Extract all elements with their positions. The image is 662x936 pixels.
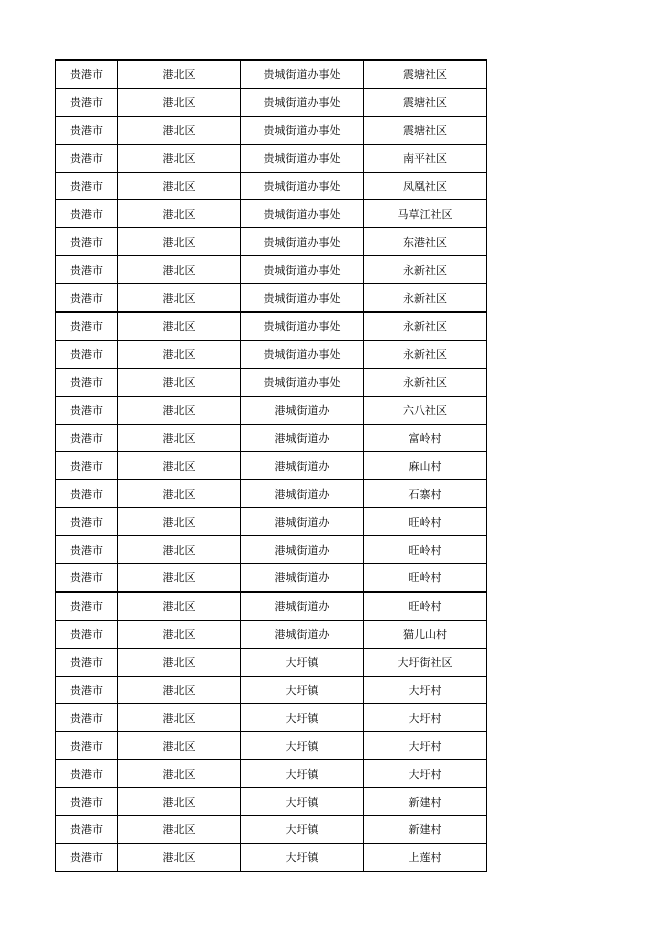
table-row bbox=[56, 508, 487, 536]
table-row bbox=[56, 452, 487, 480]
subdistrict-cell: 港城街道办 bbox=[241, 592, 364, 620]
district-cell: 港北区 bbox=[118, 648, 241, 676]
subdistrict-cell: 贵城街道办事处 bbox=[241, 116, 364, 144]
city-cell: 贵港市 bbox=[56, 228, 118, 256]
subdistrict-cell: 港城街道办 bbox=[241, 564, 364, 592]
subdistrict-cell: 港城街道办 bbox=[241, 536, 364, 564]
table-row bbox=[56, 704, 487, 732]
city-cell: 贵港市 bbox=[56, 536, 118, 564]
district-cell: 港北区 bbox=[118, 424, 241, 452]
table-row bbox=[56, 480, 487, 508]
community-cell: 凤凰社区 bbox=[364, 172, 487, 200]
community-cell: 上莲村 bbox=[364, 843, 487, 871]
subdistrict-cell: 港城街道办 bbox=[241, 480, 364, 508]
district-cell: 港北区 bbox=[118, 788, 241, 816]
community-cell: 旺岭村 bbox=[364, 508, 487, 536]
community-cell: 大圩村 bbox=[364, 676, 487, 704]
city-cell: 贵港市 bbox=[56, 676, 118, 704]
city-cell: 贵港市 bbox=[56, 592, 118, 620]
district-cell: 港北区 bbox=[118, 172, 241, 200]
subdistrict-cell: 大圩镇 bbox=[241, 760, 364, 788]
subdistrict-cell: 贵城街道办事处 bbox=[241, 88, 364, 116]
table-row bbox=[56, 620, 487, 648]
city-cell: 贵港市 bbox=[56, 843, 118, 871]
city-cell: 贵港市 bbox=[56, 256, 118, 284]
district-cell: 港北区 bbox=[118, 88, 241, 116]
community-cell: 新建村 bbox=[364, 788, 487, 816]
city-cell: 贵港市 bbox=[56, 424, 118, 452]
subdistrict-cell: 大圩镇 bbox=[241, 704, 364, 732]
city-cell: 贵港市 bbox=[56, 340, 118, 368]
city-cell: 贵港市 bbox=[56, 704, 118, 732]
community-cell: 麻山村 bbox=[364, 452, 487, 480]
subdistrict-cell: 大圩镇 bbox=[241, 648, 364, 676]
table-row bbox=[56, 88, 487, 116]
district-cell: 港北区 bbox=[118, 396, 241, 424]
table-row bbox=[56, 312, 487, 340]
community-cell: 旺岭村 bbox=[364, 592, 487, 620]
table-row bbox=[56, 340, 487, 368]
district-cell: 港北区 bbox=[118, 228, 241, 256]
subdistrict-cell: 贵城街道办事处 bbox=[241, 144, 364, 172]
district-cell: 港北区 bbox=[118, 116, 241, 144]
table-row bbox=[56, 116, 487, 144]
district-cell: 港北区 bbox=[118, 340, 241, 368]
district-cell: 港北区 bbox=[118, 480, 241, 508]
community-cell: 南平社区 bbox=[364, 144, 487, 172]
subdistrict-cell: 贵城街道办事处 bbox=[241, 312, 364, 340]
district-cell: 港北区 bbox=[118, 760, 241, 788]
table-row bbox=[56, 60, 487, 88]
district-cell: 港北区 bbox=[118, 816, 241, 844]
subdistrict-cell: 贵城街道办事处 bbox=[241, 228, 364, 256]
city-cell: 贵港市 bbox=[56, 564, 118, 592]
community-cell: 旺岭村 bbox=[364, 564, 487, 592]
table-row bbox=[56, 200, 487, 228]
city-cell: 贵港市 bbox=[56, 200, 118, 228]
city-cell: 贵港市 bbox=[56, 788, 118, 816]
community-cell: 永新社区 bbox=[364, 340, 487, 368]
city-cell: 贵港市 bbox=[56, 116, 118, 144]
city-cell: 贵港市 bbox=[56, 284, 118, 312]
subdistrict-cell: 贵城街道办事处 bbox=[241, 368, 364, 396]
district-cell: 港北区 bbox=[118, 564, 241, 592]
table-row bbox=[56, 564, 487, 592]
subdistrict-cell: 大圩镇 bbox=[241, 788, 364, 816]
community-cell: 永新社区 bbox=[364, 368, 487, 396]
table-row bbox=[56, 648, 487, 676]
district-cell: 港北区 bbox=[118, 256, 241, 284]
data-table bbox=[55, 59, 487, 872]
community-cell: 六八社区 bbox=[364, 396, 487, 424]
community-cell: 大圩村 bbox=[364, 704, 487, 732]
table-body bbox=[56, 60, 487, 871]
community-cell: 震塘社区 bbox=[364, 60, 487, 88]
city-cell: 贵港市 bbox=[56, 144, 118, 172]
community-cell: 震塘社区 bbox=[364, 116, 487, 144]
city-cell: 贵港市 bbox=[56, 312, 118, 340]
district-cell: 港北区 bbox=[118, 732, 241, 760]
subdistrict-cell: 贵城街道办事处 bbox=[241, 60, 364, 88]
table-row bbox=[56, 228, 487, 256]
table-row bbox=[56, 843, 487, 871]
city-cell: 贵港市 bbox=[56, 452, 118, 480]
community-cell: 永新社区 bbox=[364, 312, 487, 340]
community-cell: 旺岭村 bbox=[364, 536, 487, 564]
district-cell: 港北区 bbox=[118, 368, 241, 396]
table-row bbox=[56, 760, 487, 788]
city-cell: 贵港市 bbox=[56, 760, 118, 788]
subdistrict-cell: 贵城街道办事处 bbox=[241, 284, 364, 312]
community-cell: 石寨村 bbox=[364, 480, 487, 508]
table-row bbox=[56, 536, 487, 564]
table-row bbox=[56, 676, 487, 704]
city-cell: 贵港市 bbox=[56, 620, 118, 648]
table-row bbox=[56, 144, 487, 172]
subdistrict-cell: 大圩镇 bbox=[241, 843, 364, 871]
subdistrict-cell: 贵城街道办事处 bbox=[241, 200, 364, 228]
community-cell: 新建村 bbox=[364, 816, 487, 844]
table-row bbox=[56, 284, 487, 312]
table-row bbox=[56, 368, 487, 396]
city-cell: 贵港市 bbox=[56, 368, 118, 396]
subdistrict-cell: 贵城街道办事处 bbox=[241, 172, 364, 200]
community-cell: 震塘社区 bbox=[364, 88, 487, 116]
city-cell: 贵港市 bbox=[56, 648, 118, 676]
subdistrict-cell: 港城街道办 bbox=[241, 424, 364, 452]
subdistrict-cell: 港城街道办 bbox=[241, 620, 364, 648]
subdistrict-cell: 大圩镇 bbox=[241, 816, 364, 844]
district-cell: 港北区 bbox=[118, 452, 241, 480]
community-cell: 永新社区 bbox=[364, 284, 487, 312]
subdistrict-cell: 贵城街道办事处 bbox=[241, 340, 364, 368]
table-row bbox=[56, 424, 487, 452]
table-row bbox=[56, 732, 487, 760]
district-cell: 港北区 bbox=[118, 592, 241, 620]
subdistrict-cell: 大圩镇 bbox=[241, 676, 364, 704]
community-cell: 东港社区 bbox=[364, 228, 487, 256]
subdistrict-cell: 港城街道办 bbox=[241, 508, 364, 536]
community-cell: 大圩村 bbox=[364, 760, 487, 788]
district-cell: 港北区 bbox=[118, 508, 241, 536]
district-cell: 港北区 bbox=[118, 843, 241, 871]
table-row bbox=[56, 592, 487, 620]
district-cell: 港北区 bbox=[118, 144, 241, 172]
subdistrict-cell: 大圩镇 bbox=[241, 732, 364, 760]
table-row bbox=[56, 172, 487, 200]
district-cell: 港北区 bbox=[118, 536, 241, 564]
city-cell: 贵港市 bbox=[56, 508, 118, 536]
subdistrict-cell: 贵城街道办事处 bbox=[241, 256, 364, 284]
community-cell: 大圩村 bbox=[364, 732, 487, 760]
city-cell: 贵港市 bbox=[56, 816, 118, 844]
district-cell: 港北区 bbox=[118, 60, 241, 88]
district-cell: 港北区 bbox=[118, 200, 241, 228]
city-cell: 贵港市 bbox=[56, 60, 118, 88]
city-cell: 贵港市 bbox=[56, 732, 118, 760]
district-cell: 港北区 bbox=[118, 312, 241, 340]
community-cell: 大圩街社区 bbox=[364, 648, 487, 676]
city-cell: 贵港市 bbox=[56, 396, 118, 424]
district-cell: 港北区 bbox=[118, 620, 241, 648]
community-cell: 猫儿山村 bbox=[364, 620, 487, 648]
table-row bbox=[56, 816, 487, 844]
subdistrict-cell: 港城街道办 bbox=[241, 396, 364, 424]
district-cell: 港北区 bbox=[118, 676, 241, 704]
table-row bbox=[56, 256, 487, 284]
district-cell: 港北区 bbox=[118, 284, 241, 312]
community-cell: 永新社区 bbox=[364, 256, 487, 284]
subdistrict-cell: 港城街道办 bbox=[241, 452, 364, 480]
city-cell: 贵港市 bbox=[56, 172, 118, 200]
city-cell: 贵港市 bbox=[56, 88, 118, 116]
city-cell: 贵港市 bbox=[56, 480, 118, 508]
district-cell: 港北区 bbox=[118, 704, 241, 732]
table-row bbox=[56, 396, 487, 424]
community-cell: 富岭村 bbox=[364, 424, 487, 452]
table-row bbox=[56, 788, 487, 816]
community-cell: 马草江社区 bbox=[364, 200, 487, 228]
